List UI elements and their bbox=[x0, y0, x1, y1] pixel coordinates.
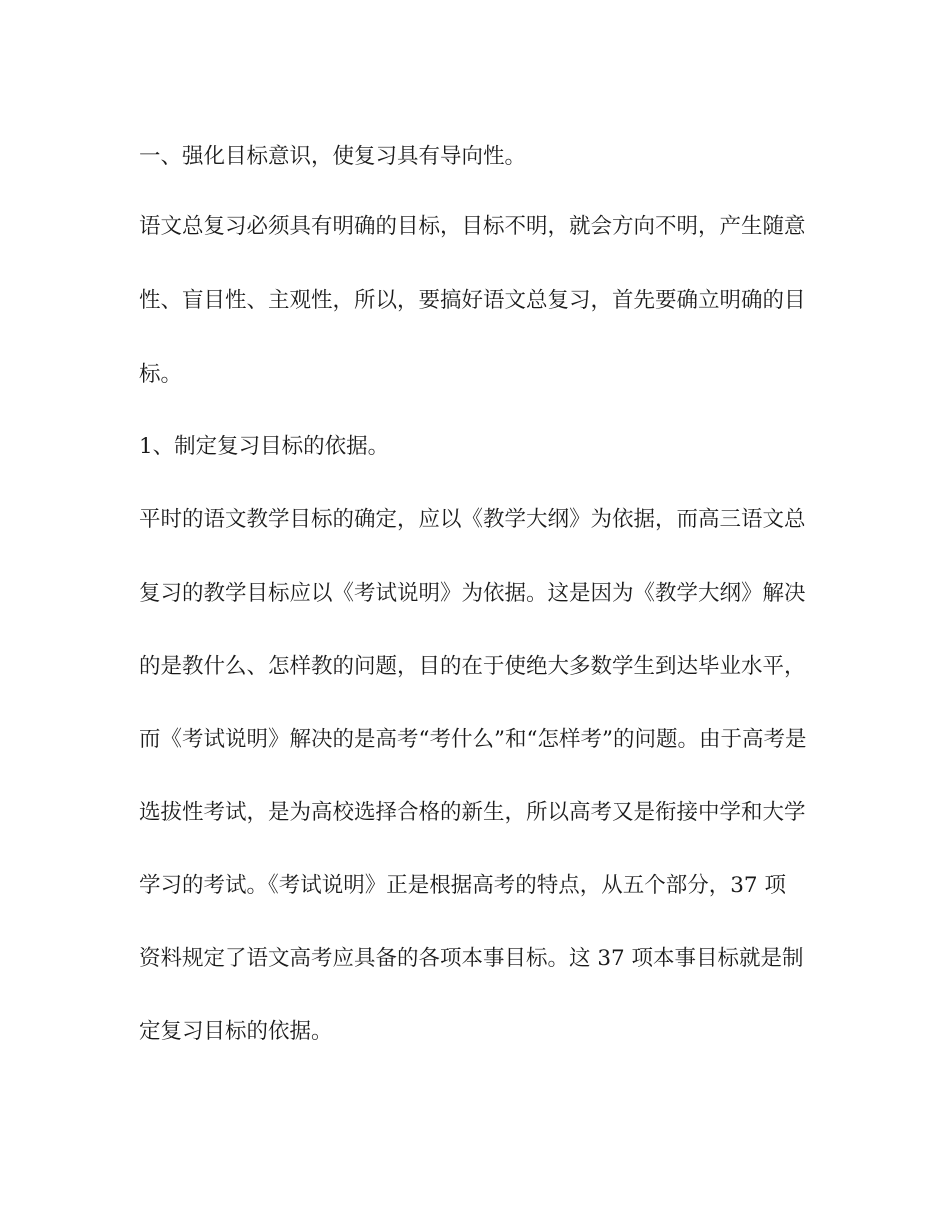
subsection-heading: 1、制定复习目标的依据。 bbox=[139, 434, 390, 459]
paragraph-line: 选拔性考试，是为高校选择合格的新生，所以高考又是衔接中学和大学 bbox=[139, 800, 806, 825]
paragraph-line: 性、盲目性、主观性，所以，要搞好语文总复习，首先要确立明确的目 bbox=[139, 288, 806, 313]
paragraph-line: 而《考试说明》解决的是高考“考什么”和“怎样考”的问题。由于高考是 bbox=[139, 727, 807, 752]
section-heading: 一、强化目标意识，使复习具有导向性。 bbox=[139, 144, 527, 169]
paragraph-line: 语文总复习必须具有明确的目标，目标不明，就会方向不明，产生随意 bbox=[139, 214, 806, 239]
paragraph-line: 定复习目标的依据。 bbox=[139, 1019, 333, 1044]
paragraph-line: 复习的教学目标应以《考试说明》为依据。这是因为《教学大纲》解决 bbox=[139, 581, 806, 606]
paragraph-line: 的是教什么、怎样教的问题，目的在于使绝大多数学生到达毕业水平， bbox=[139, 654, 806, 679]
paragraph-line: 标。 bbox=[139, 362, 183, 387]
paragraph-line: 资料规定了语文高考应具备的各项本事目标。这 37 项本事目标就是制 bbox=[139, 946, 804, 971]
paragraph-line: 平时的语文教学目标的确定，应以《教学大纲》为依据，而高三语文总 bbox=[139, 507, 806, 532]
paragraph-line: 学习的考试。《考试说明》正是根据高考的特点，从五个部分，37 项 bbox=[139, 873, 786, 898]
